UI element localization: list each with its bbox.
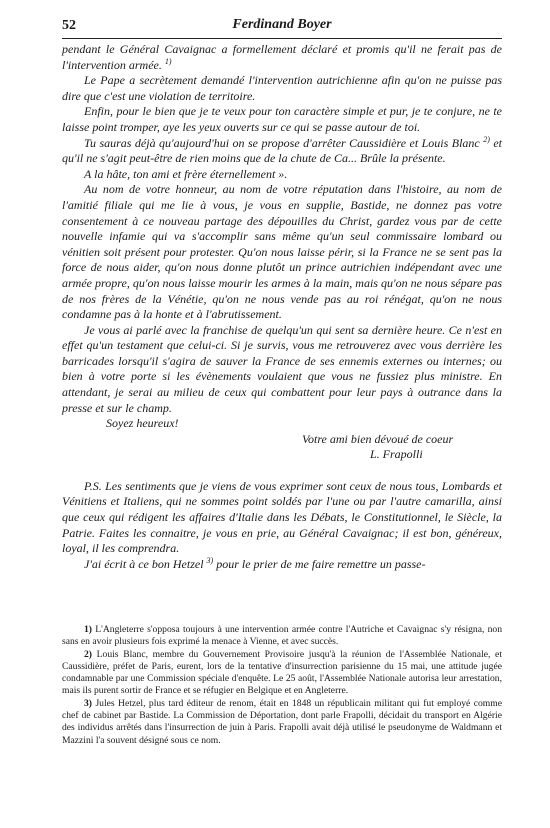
postscript: P.S. Les sentiments que je viens de vous exprimer sont ceux de nous tous, Lombards et Vénitiens et Italiens, qui ne sommes point soldés par l'une ou par l'autre camarilla, ainsi que ceux qui rédigent les affaires d'Italie dans les Débats, le Constitutionnel, le Siècle, la Patrie. Faites les connaitre, je vous en prie, au Général Cavaignac; il est bon, généreux, loyal, il les comprendra.	[62, 478, 502, 556]
paragraph-hetzel	[62, 557, 502, 573]
signature: L. Frapolli	[370, 447, 423, 462]
paragraph-au-nom: Au nom de votre honneur, au nom de votre réputation dans l'histoire, au nom de l'amitié filiale qui me lie à vous, je vous en supplie, Bastide, ne donnez pas votre consentement à ce nouveau partage des dépouilles du Christ, gardez vous par de cette nouvelle infamie qui va s'accomplir sans même qu'un seul commissaire lombard ou vénitien soit présent pour protester. Qu'on nous laisse périr, si la France ne se sent pas la force de nous aider, qu'on nous donne plutôt un prince autrichien indépendant avec une armée propre, qu'on nous laisse mourir les armes à la main, mais qu'on ne nous sépare pas de nos frères de la Vénétie, qu'on ne nous vende pas au roi rénégat, qu'on ne nous condamne pas à la honte et à l'abrutissement.	[62, 182, 502, 322]
footnote-2	[62, 649, 502, 698]
closing-line: Votre ami bien dévoué de coeur	[302, 431, 454, 446]
paragraph-tu-sauras	[62, 136, 502, 167]
footnote-text: L'Angleterre s'opposa toujours à une intervention armée contre l'Autriche et Cavaignac s'y résigna, non sans en avoir plusieurs fois exprimé la menace à Vienne, et avec succès.	[62, 624, 502, 648]
greeting: Soyez heureux!	[106, 416, 179, 431]
letter-body	[62, 42, 502, 572]
footnote-text: Louis Blanc, membre du Gouvernement Provisoire jusqu'à la réunion de l'Assemblée Nationale, et Caussidière, préfet de Paris, eurent, lors de la tentative d'insurrection parisienne du 15 mai, une attitude jugée condamnable par une Commission spéciale d'enquête. Le 25 août, l'Assemblée Nationale autorisa leur arrestation, mais ils purent sortir de France et se réfugier en Belgique et en Angleterre.	[62, 648, 502, 697]
footnote-1	[62, 624, 502, 649]
footnote-mark: 3)	[84, 697, 92, 709]
paragraph-text: et qu'il ne s'agit peut-être de rien moins que de la chute de Ca... Brûle la présente.	[62, 135, 503, 166]
footnote-ref-2: 2)	[483, 134, 490, 144]
paragraph-text: pendant le Général Cavaignac a formellement déclaré et promis qu'il ne ferait pas de l'intervention armée.	[62, 42, 502, 72]
paragraph-a-la-hate: A la hâte, ton ami et frère éternellement ».	[84, 166, 288, 181]
footnote-mark: 1)	[84, 624, 92, 635]
running-head: Ferdinand Boyer	[232, 17, 332, 32]
page-header	[62, 16, 502, 38]
footnote-3	[62, 698, 502, 747]
footnote-ref-1: 1)	[164, 56, 172, 66]
header-rule	[62, 38, 502, 39]
paragraph-pope: Le Pape a secrètement demandé l'intervention autrichienne afin qu'on ne puisse pas dire que c'est une violation de territoire.	[62, 73, 502, 103]
paragraph-continuation	[62, 42, 502, 73]
footnote-ref-3: 3)	[206, 555, 214, 565]
paragraph-text: pour le prier de me faire remettre un passe-	[216, 556, 426, 571]
footnotes	[62, 624, 502, 747]
footnote-text: Jules Hetzel, plus tard éditeur de renom, était en 1848 un républicain militant qui fut employé comme chef de cabinet par Bastide. La Commission de Déportation, dont parle Frapolli, décidait du transport en Algérie des individus arrêtés dans l'insurrection de juin à Paris. Frapolli avait déjà utilisé le pseudonyme de Waldmann et Mazzini l'a souvent désigné sous ce nom.	[62, 697, 502, 746]
signature-block	[62, 432, 502, 463]
paragraph-text: Tu sauras déjà qu'aujourd'hui on se propose d'arrêter Caussidière et Louis Blanc	[84, 135, 480, 150]
paragraph-enfin: Enfin, pour le bien que je te veux pour ton caractère simple et pur, je te conjure, ne te laisse point tromper, aye les yeux ouverts sur ce qui se passe autour de toi.	[62, 104, 502, 134]
footnote-mark: 2)	[84, 648, 92, 660]
page-number: 52	[62, 18, 76, 33]
paragraph-text: J'ai écrit à ce bon Hetzel	[84, 556, 204, 571]
paragraph-je-vous-ai-parle: Je vous ai parlé avec la franchise de quelqu'un qui sent sa dernière heure. Ce n'est en effet qu'un testament que celui-ci. Si je survis, vous me retrouverez avec vous derrière les barricades lorsqu'il s'agira de sauver la France de ses ennemis externes ou internes; ou bien à votre porte si les évènements voulaient que vous ne fussiez plus ministre. En attendant, je serai au milieu de ceux qui combattent pour leur pays à outrance dans la presse et sur le champ.	[62, 322, 502, 415]
